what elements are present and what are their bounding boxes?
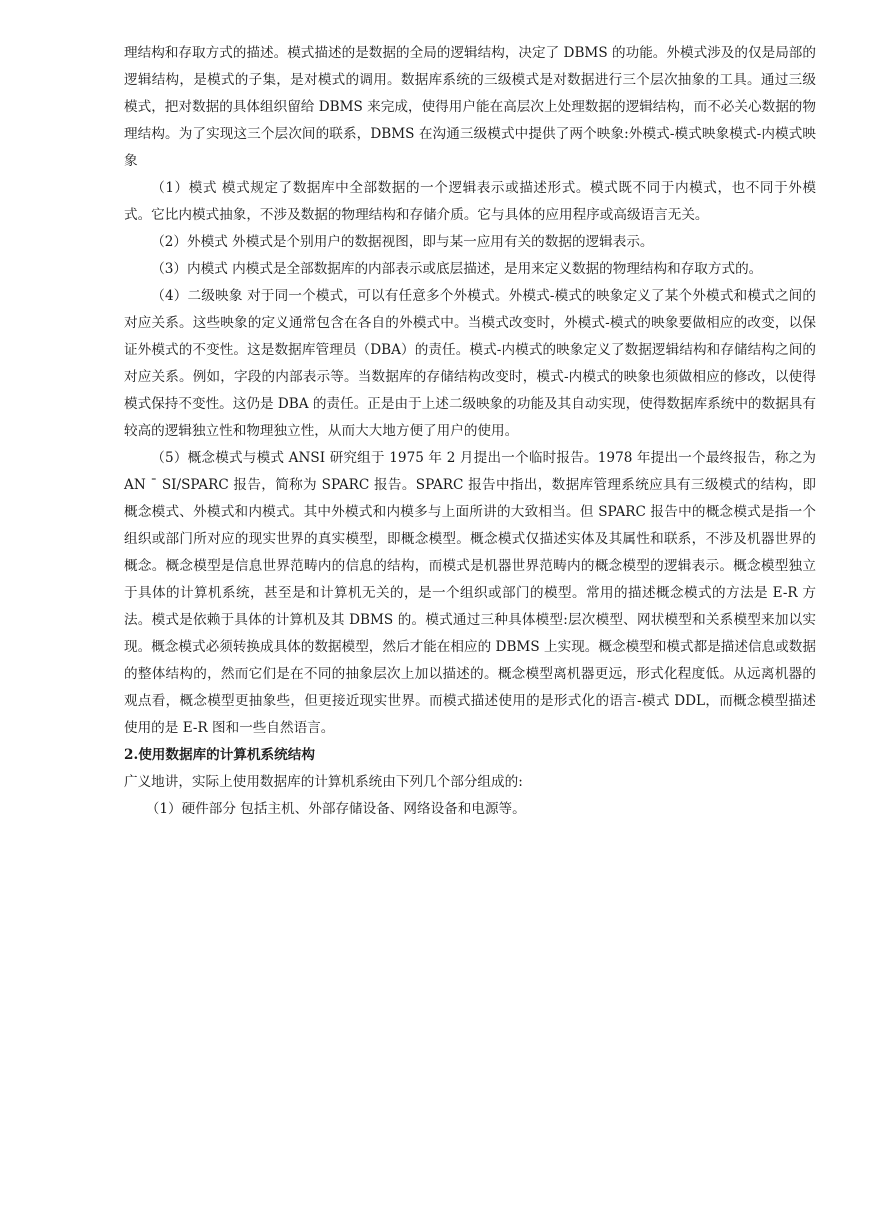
section-heading: 2.使用数据库的计算机系统结构 — [124, 747, 315, 763]
paragraph-conceptual-schema: （5）概念模式与模式 ANSI 研究组于 1975 年 2 月提出一个临时报告。1978 年提出一个最终报告，称之为 AN ¯ SI/SPARC 报告，简称为 SPARC 报告。SPARC 报告中指出，数据库管理系统应具有三级模式的结构，即概念模式、外模式和内模式。其中外模式和内模多与上面所讲的大致相当。但 SPARC 报告中的概念模式是指一个组织或部门所对应的现实世界的真实模型，即概念模型。概念模式仅描述实体及其属性和联系，不涉及机器世界的概念。概念模型是信息世界范畴内的信息的结构，而模式是机器世界范畴内的概念模型的逻辑表示。概念模型独立于具体的计算机系统，甚至是和计算机无关的，是一个组织或部门的模型。常用的描述概念模式的方法是 E-R 方法。模式是依赖于具体的计算机及其 DBMS 的。模式通过三种具体模型:层次模型、网状模型和关系模型来加以实现。概念模式必须转换成具体的数据模型，然后才能在相应的 DBMS 上实现。概念模型和模式都是描述信息或数据的整体结构的，然而它们是在不同的抽象层次上加以描述的。概念模型离机器更远，形式化程度低。从远离机器的观点看，概念模型更抽象些，但更接近现实世界。而模式描述使用的是形式化的语言-模式 DDL，而概念模型描述使用的是 E-R 图和一些自然语言。 — [124, 450, 816, 736]
section-intro: 广义地讲，实际上使用数据库的计算机系统由下列几个部分组成的: — [124, 774, 523, 790]
paragraph-schema-overview: 理结构和存取方式的描述。模式描述的是数据的全局的逻辑结构，决定了 DBMS 的功能。外模式涉及的仅是局部的逻辑结构，是模式的子集，是对模式的调用。数据库系统的三级模式是对数据进行三个层次抽象的工具。通过三级模式，把对数据的具体组织留给 DBMS 来完成，使得用户能在高层次上处理数据的逻辑结构，而不必关心数据的物理结构。为了实现这三个层次间的联系，DBMS 在沟通三级模式中提供了两个映象:外模式-模式映象模式-内模式映象 — [124, 45, 816, 169]
paragraph-schema: （1）模式 模式规定了数据库中全部数据的一个逻辑表示或描述形式。模式既不同于内模式，也不同于外模式。它比内模式抽象，不涉及数据的物理结构和存储介质。它与具体的应用程序或高级语言无关。 — [124, 180, 816, 223]
document-page — [124, 40, 816, 823]
paragraph-two-level-mapping: （4）二级映象 对于同一个模式，可以有任意多个外模式。外模式-模式的映象定义了某个外模式和模式之间的对应关系。这些映象的定义通常包含在各自的外模式中。当模式改变时，外模式-模式的映象要做相应的改变，以保证外模式的不变性。这是数据库管理员（DBA）的责任。模式-内模式的映象定义了数据逻辑结构和存储结构之间的对应关系。例如，字段的内部表示等。当数据库的存储结构改变时，模式-内模式的映象也须做相应的修改，以使得模式保持不变性。这仍是 DBA 的责任。正是由于上述二级映象的功能及其自动实现，使得数据库系统中的数据具有较高的逻辑独立性和物理独立性，从而大大地方便了用户的使用。 — [124, 288, 816, 439]
section-item-hardware: （1）硬件部分 包括主机、外部存储设备、网络设备和电源等。 — [145, 801, 526, 817]
paragraph-internal-schema: （3）内模式 内模式是全部数据库的内部表示或底层描述，是用来定义数据的物理结构和存取方式的。 — [151, 261, 763, 277]
paragraph-external-schema: （2）外模式 外模式是个别用户的数据视图，即与某一应用有关的数据的逻辑表示。 — [151, 234, 654, 250]
